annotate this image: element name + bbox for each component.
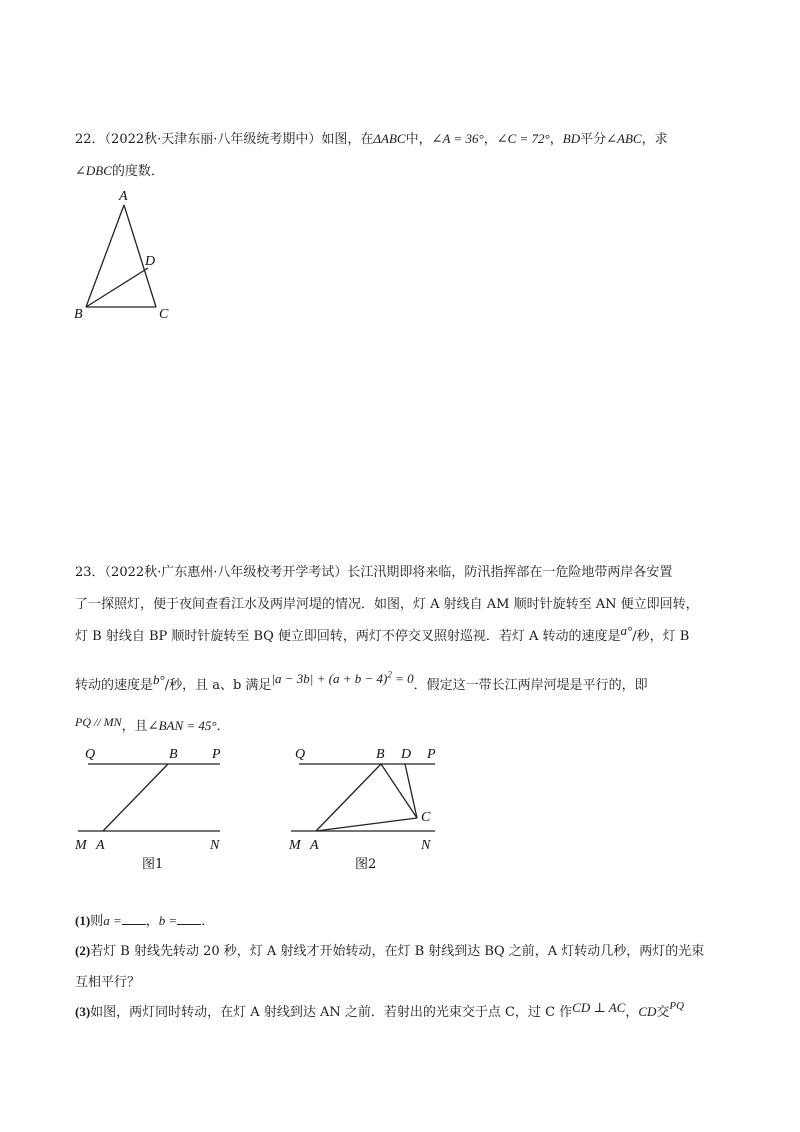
part1-sep: ，: [145, 914, 159, 929]
q23-line3: [75, 625, 689, 644]
caption-figure-2: 图2: [355, 857, 377, 872]
q22-text: ，: [549, 132, 563, 147]
q23-parallel: PQ // MN: [75, 715, 122, 729]
q23-speed-a: a°: [620, 623, 633, 638]
part3-perp: CD ⊥ AC: [572, 1000, 626, 1015]
label-b: B: [169, 747, 178, 762]
part2-text: 若灯 B 射线先转动 20 秒，灯 A 射线才开始转动，在灯 B 射线到达 BQ 之前，A 灯转动几秒，两灯的光束: [90, 944, 705, 959]
q23-text: ．: [216, 719, 230, 734]
part1-text: 则: [90, 914, 104, 929]
part3-sep: ，: [625, 1005, 639, 1020]
label-c: C: [421, 810, 431, 825]
q22-source: （2022秋·天津东丽·八年级统考期中）: [104, 132, 322, 147]
q23-figure-2: [285, 740, 455, 870]
q22-text: ，求: [641, 132, 668, 147]
label-q: Q: [295, 747, 306, 762]
label-p: P: [212, 747, 221, 762]
answer-blank-b[interactable]: [177, 912, 201, 925]
q23-text: 灯 B 射线自 BP 顺时针旋转至 BQ 便立即回转，两灯不停交叉照射巡视．若灯 A 转动的速度是: [75, 629, 621, 644]
q22-triangle: ΔABC: [373, 131, 406, 146]
vertex-c-label: C: [159, 307, 169, 322]
q22-triangle-figure: [70, 185, 190, 325]
label-n: N: [421, 838, 431, 853]
q22-text: 中，: [405, 132, 432, 147]
part1-a-eq: a =: [103, 913, 122, 928]
q23-figure-1: [70, 740, 240, 870]
q23-part3: [75, 1001, 684, 1020]
part1-end: ．: [201, 914, 215, 929]
label-n: N: [210, 838, 220, 853]
part1-number: (1): [75, 913, 91, 928]
q23-text: 转动的速度是: [75, 678, 154, 693]
q23-equation-end: = 0: [391, 671, 414, 686]
q23-text: ．假定这一带长江两岸河堤是平行的，即: [413, 678, 648, 693]
q22-bd: BD: [562, 131, 581, 146]
edge-bd: [86, 268, 148, 307]
q22-angle-dbc: ∠DBC: [75, 163, 112, 178]
line-ab: [103, 764, 168, 831]
vertex-b-label: B: [74, 307, 83, 322]
part1-b-eq: b =: [158, 913, 178, 928]
q22-number: 22．: [75, 132, 105, 147]
q23-angle-ban: ∠BAN = 45°: [147, 718, 217, 733]
q22-text: 平分: [580, 132, 607, 147]
q23-equation: [271, 671, 413, 686]
line-ab: [316, 764, 381, 831]
q23-speed-b: b°: [153, 672, 165, 687]
q22-text: ，: [483, 132, 497, 147]
part3-pq: PQ: [669, 1000, 685, 1012]
q22-angle-abc: ∠ABC: [606, 131, 642, 146]
q23-equation-text: |a − 3b| + (a + b − 4): [271, 671, 388, 686]
label-q: Q: [85, 747, 96, 762]
label-b: B: [376, 747, 385, 762]
q23-part2-cont: 互相平行？: [75, 975, 141, 990]
q23-line4: [75, 669, 648, 693]
q22-text: 如图，在: [321, 132, 374, 147]
q22-line2: [75, 160, 164, 179]
vertex-d-label: D: [145, 254, 156, 269]
part2-number: (2): [75, 943, 91, 958]
q23-line2: 了一探照灯，便于夜间查看江水及两岸河堤的情况．如图，灯 A 射线自 AM 顺时针旋转至 AN 便立即回转，: [75, 597, 699, 612]
part3-text: 如图，两灯同时转动，在灯 A 射线到达 AN 之前．若射出的光束交于点 C，过 C 作: [90, 1005, 573, 1020]
q23-part2: [75, 940, 704, 959]
q22-text: 的度数．: [111, 164, 164, 179]
label-a: A: [310, 838, 319, 853]
label-m: M: [289, 838, 301, 853]
label-a: A: [96, 838, 105, 853]
part3-cd: CD: [638, 1004, 657, 1019]
q23-source: （2022秋·广东惠州·八年级校考开学考试）: [104, 565, 348, 580]
q23-text: ，且: [121, 719, 148, 734]
q23-text: 长江汛期即将来临，防汛指挥部在一危险地带两岸各安置: [347, 565, 673, 580]
q22-angle-c: ∠C = 72°: [496, 131, 550, 146]
q23-text: /秒，且 a、b 满足: [164, 678, 272, 693]
q23-line1: [75, 561, 672, 580]
q23-text: /秒，灯 B: [632, 629, 690, 644]
q22-line1: [75, 128, 668, 147]
q23-part1: [75, 910, 214, 929]
q23-line5: [75, 715, 230, 734]
answer-blank-a[interactable]: [122, 912, 146, 925]
q23-number: 23．: [75, 565, 105, 580]
part3-text: 交: [656, 1005, 670, 1020]
vertex-a-label: A: [119, 189, 128, 204]
label-p: P: [427, 747, 436, 762]
edge-ab: [86, 205, 124, 307]
q23-equation-sup: 2: [387, 669, 392, 680]
caption-figure-1: 图1: [142, 857, 164, 872]
q22-angle-a: ∠A = 36°: [431, 131, 484, 146]
line-ac: [316, 818, 417, 831]
label-m: M: [75, 838, 87, 853]
part3-number: (3): [75, 1004, 91, 1019]
label-d: D: [401, 747, 412, 762]
